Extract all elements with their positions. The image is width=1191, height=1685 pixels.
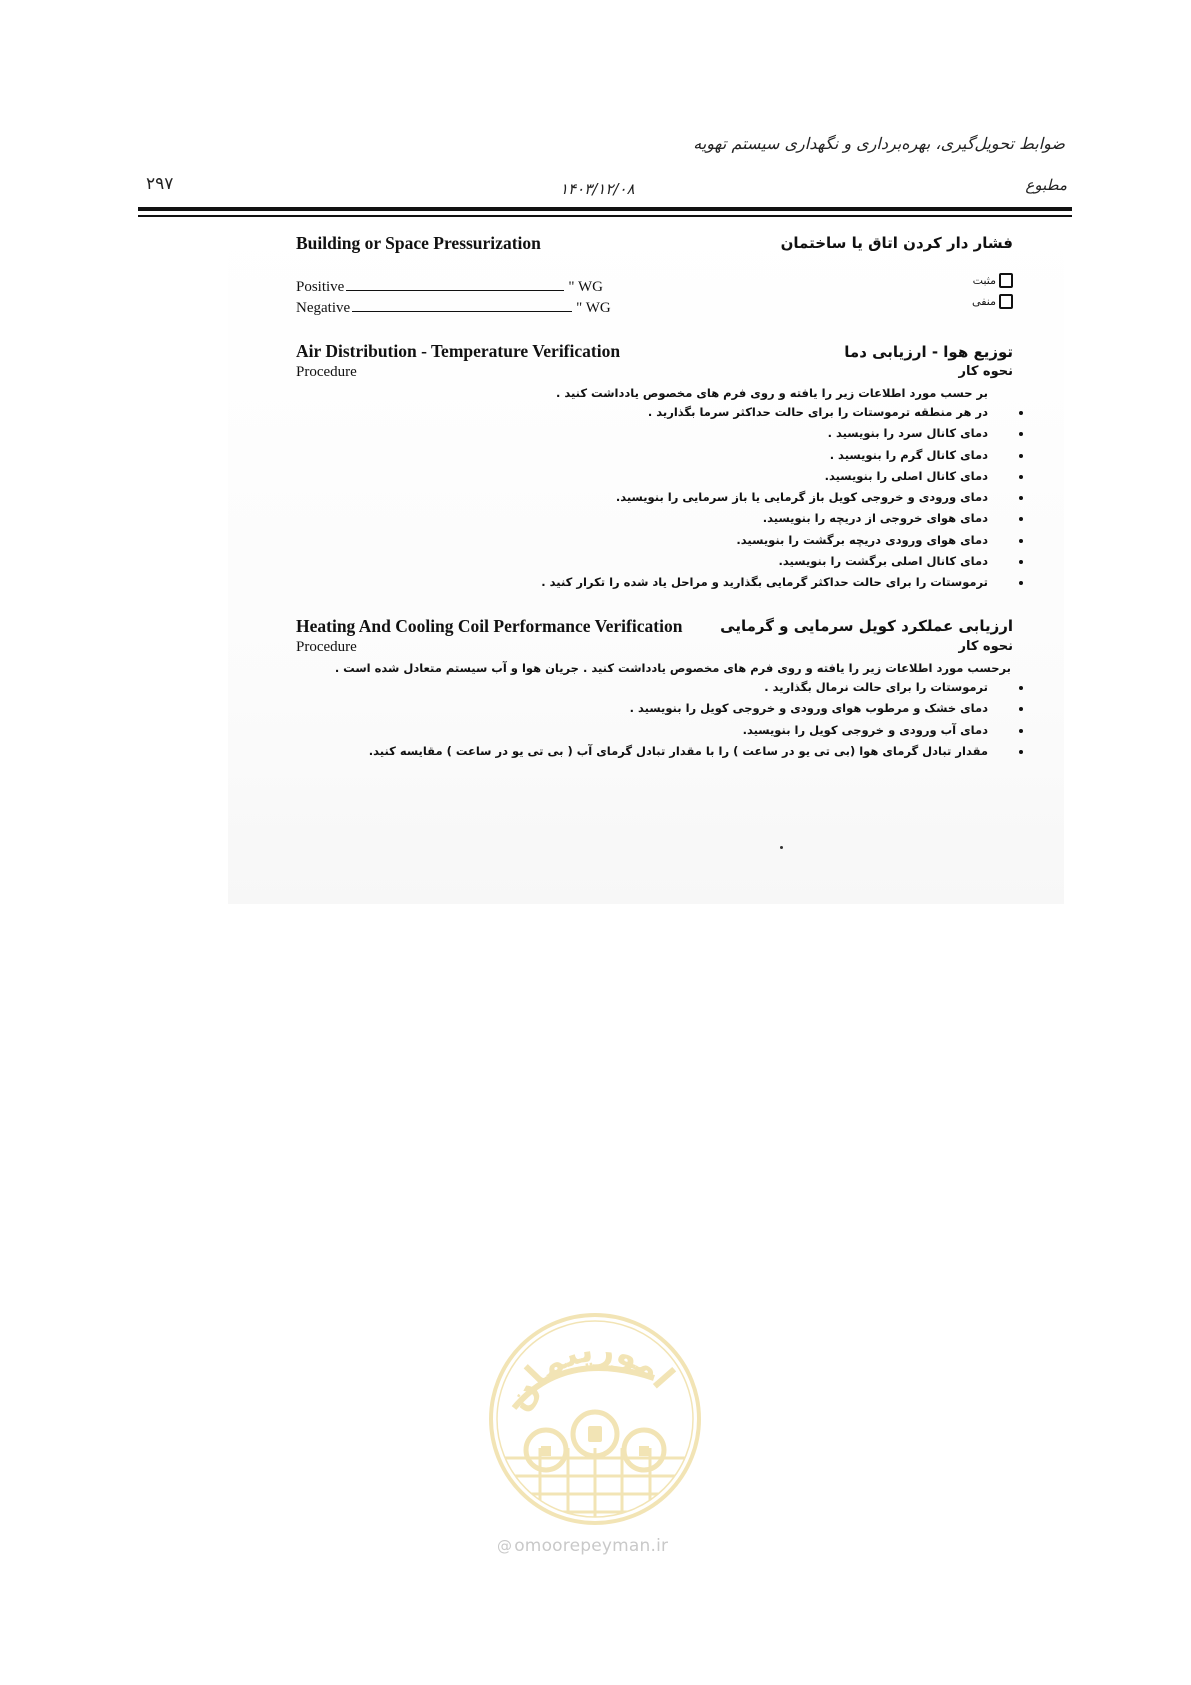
bullet-icon <box>1019 475 1023 479</box>
negative-blank <box>352 299 572 312</box>
coil-performance-title-en: Heating And Cooling Coil Performance Verification <box>296 616 683 636</box>
positive-blank <box>346 278 564 291</box>
bullet-icon <box>1019 411 1023 415</box>
coil-performance-title-fa: ارزیابی عملکرد کویل سرمایی و گرمایی <box>720 617 1013 635</box>
bullet-icon <box>1019 539 1023 543</box>
list-item: دمای هوای ورودی دریچه برگشت را بنویسید. <box>541 530 1023 551</box>
page-date: ۱۴۰۳/۱۲/۰۸ <box>560 180 635 198</box>
negative-label: Negative <box>296 300 351 316</box>
bullet-icon <box>1019 729 1023 733</box>
header-rule-thin <box>138 215 1072 217</box>
list-item: دمای ورودی و خروجی کویل باز گرمایی یا باز سرمایی را بنویسید. <box>541 487 1023 508</box>
coil-performance-procedure-fa: نحوه کار <box>958 639 1013 654</box>
bullet-icon <box>1019 707 1023 711</box>
seal-logo-text: امورپیمان <box>498 1329 683 1418</box>
list-item: دمای آب ورودی و خروجی کویل را بنویسید. <box>369 720 1023 741</box>
positive-unit: " WG <box>568 279 603 295</box>
positive-line <box>296 278 603 296</box>
scan-speck <box>780 846 783 849</box>
list-item: دمای کانال اصلی را بنویسید. <box>541 466 1023 487</box>
air-distribution-procedure-en: Procedure <box>296 364 357 380</box>
air-distribution-steps <box>541 402 1023 594</box>
list-item: دمای کانال اصلی برگشت را بنویسید. <box>541 551 1023 572</box>
negative-line <box>296 299 611 317</box>
pressurization-title-en: Building or Space Pressurization <box>296 233 541 253</box>
bullet-icon <box>1019 517 1023 521</box>
pressurization-title-fa: فشار دار کردن اتاق یا ساختمان <box>780 234 1013 252</box>
air-distribution-procedure-fa: نحوه کار <box>958 364 1013 379</box>
list-item: در هر منطقه ترموستات را برای حالت حداکثر سرما بگذارید . <box>541 402 1023 423</box>
bullet-icon <box>1019 581 1023 585</box>
negative-unit: " WG <box>576 300 611 316</box>
page-number: ۲۹۷ <box>146 174 174 194</box>
watermark-url: @ omoorepeyman.ir <box>497 1536 669 1556</box>
checkbox-negative-row <box>972 294 1013 309</box>
checkbox-positive-row <box>973 273 1013 288</box>
document-subtitle: مطبوع <box>1025 176 1067 194</box>
list-item: دمای کانال گرم را بنویسید . <box>541 445 1023 466</box>
list-item: دمای کانال سرد را بنویسید . <box>541 423 1023 444</box>
bullet-icon <box>1019 686 1023 690</box>
list-item: مقدار تبادل گرمای هوا (بی تی یو در ساعت ) را با مقدار تبادل گرمای آب ( بی تی یو در ساعت ) مقایسه کنید. <box>369 741 1023 762</box>
coil-performance-procedure-en: Procedure <box>296 639 357 655</box>
bullet-icon <box>1019 432 1023 436</box>
positive-label: Positive <box>296 279 345 295</box>
header-rule-thick <box>138 207 1072 211</box>
air-distribution-title-en: Air Distribution - Temperature Verification <box>296 341 621 361</box>
bullet-icon <box>1019 496 1023 500</box>
bullet-icon <box>1019 750 1023 754</box>
coil-performance-steps <box>369 677 1023 762</box>
list-item: دمای هوای خروجی از دریچه را بنویسید. <box>541 508 1023 529</box>
at-icon: @ <box>497 1537 513 1555</box>
list-item: دمای خشک و مرطوب هوای ورودی و خروجی کویل را بنویسید . <box>369 698 1023 719</box>
air-distribution-title-fa: توزیع هوا - ارزیابی دما <box>844 343 1013 361</box>
pressure-checkboxes <box>943 273 1013 319</box>
negative-checkbox[interactable] <box>999 294 1013 309</box>
document-title: ضوابط تحویل‌گیری، بهره‌برداری و نگهداری سیستم تهویه <box>693 134 1065 153</box>
watermark-seal-logo <box>484 1308 706 1530</box>
positive-checkbox[interactable] <box>999 273 1013 288</box>
bullet-icon <box>1019 454 1023 458</box>
list-item: ترموستات را برای حالت حداکثر گرمایی بگذارید و مراحل یاد شده را تکرار کنید . <box>541 572 1023 593</box>
air-distribution-intro: بر حسب مورد اطلاعات زیر را یافته و روی فرم های مخصوص یادداشت کنید . <box>555 386 988 400</box>
coil-performance-intro: برحسب مورد اطلاعات زیر را یافته و روی فرم های مخصوص یادداشت کنید . جریان هوا و آب سیستم متعادل شده است . <box>334 661 1011 675</box>
negative-label-fa: منفی <box>972 295 996 308</box>
list-item: ترموستات را برای حالت نرمال بگذارید . <box>369 677 1023 698</box>
positive-label-fa: مثبت <box>972 274 996 287</box>
bullet-icon <box>1019 560 1023 564</box>
